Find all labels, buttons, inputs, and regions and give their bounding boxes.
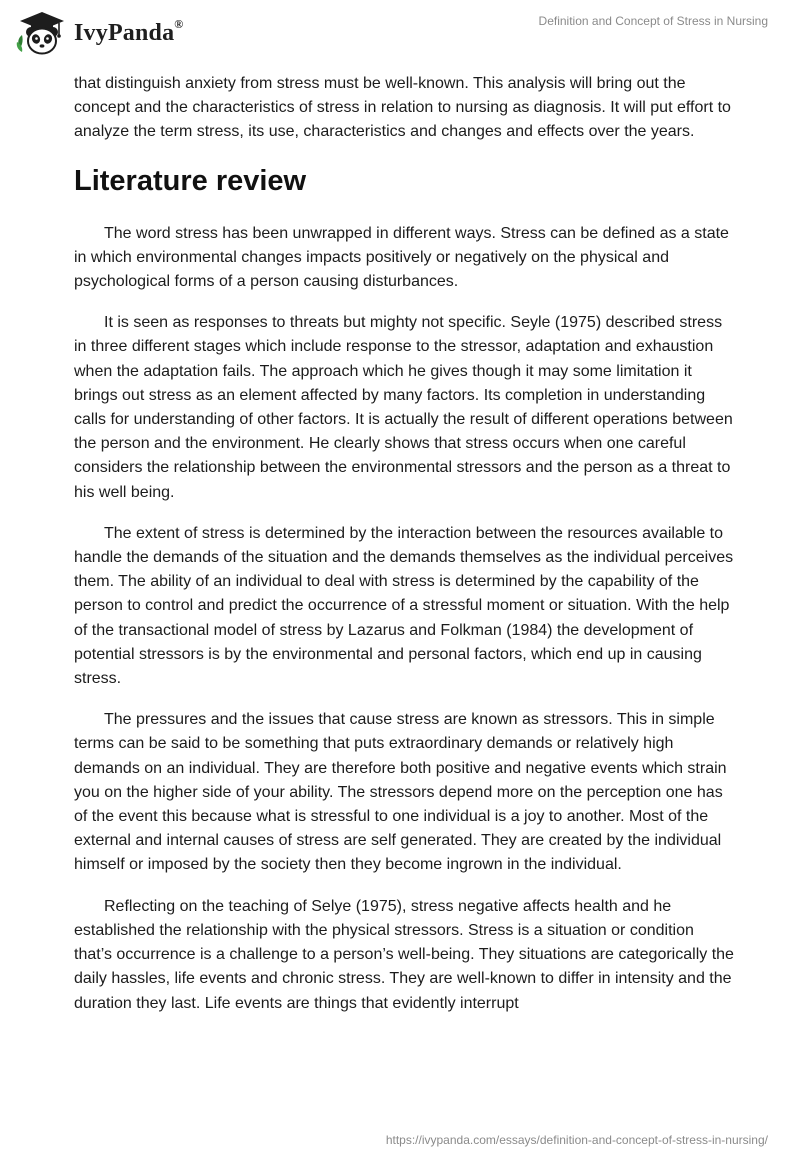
paragraph: Reflecting on the teaching of Selye (1975), stress negative affects health and he established the relationship with the physical stressors. Stress is a situation or condition that’s occurrence is a challenge to a person’s well-being. They situations are categorically the daily hassles, life events and chronic stress. They are well-known to differ in intensity and the duration they last. Life events are things that evidently interrupt xyxy=(74,897,734,1012)
document-title: Definition and Concept of Stress in Nursing xyxy=(538,14,768,28)
paragraph: The extent of stress is determined by the interaction between the resources available to handle the demands of the situation and the demands themselves as the individual perceives them. The ability of an individual to deal with stress is determined by the capability of the person to control and predict the occurrence of a stressful moment or situation. With the help of the transactional model of stress by Lazarus and Folkman (1984) the development of potential stressors is by the environmental and personal factors, which end up in causing stress. xyxy=(74,524,734,688)
logo-wordmark: IvyPanda® xyxy=(74,16,184,46)
source-url-link[interactable]: https://ivypanda.com/essays/definition-and-concept-of-stress-in-nursing/ xyxy=(385,1133,768,1147)
page-header xyxy=(0,0,800,64)
registered-mark: ® xyxy=(174,16,184,31)
paragraph: The pressures and the issues that cause stress are known as stressors. This in simple terms can be said to be something that puts extraordinary demands or relatively high demands on an individual. They are therefore both positive and negative events which strain you on the higher side of your ability. The stressors depend more on the perception one has of the event this because what is stressful to one individual is a joy to another. Most of the external and internal causes of stress are self generated. They are created by the individual himself or imposed by the society then they become ingrown in the individual. xyxy=(74,711,727,874)
paragraph: The word stress has been unwrapped in different ways. Stress can be defined as a state in which environmental changes impacts positively or negatively on the physical and psychological forms of a person causing disturbances. xyxy=(74,224,729,291)
panda-graduate-icon xyxy=(14,8,70,58)
paragraph: It is seen as responses to threats but mighty not specific. Seyle (1975) described stress in three different stages which include response to the stressor, adaptation and exhaustion when the adaptation fails. The approach which he gives though it may some limitation it brings out stress as an element affected by many factors. Its completion in understanding calls for understanding of other factors. It is actually the result of different operations between the person and the environment. He clearly shows that stress occurs when one careful considers the relationship between the environmental stressors and the person as a threat to his well being. xyxy=(74,314,733,501)
intro-paragraph: that distinguish anxiety from stress must be well-known. This analysis will bring out the concept and the characteristics of stress in relation to nursing as diagnosis. It will put effort to analyze the term stress, its use, characteristics and changes and effects over the years. xyxy=(74,75,731,141)
ivypanda-logo[interactable] xyxy=(14,8,183,58)
essay-body xyxy=(74,72,734,1033)
section-heading-literature-review: Literature review xyxy=(74,164,307,197)
